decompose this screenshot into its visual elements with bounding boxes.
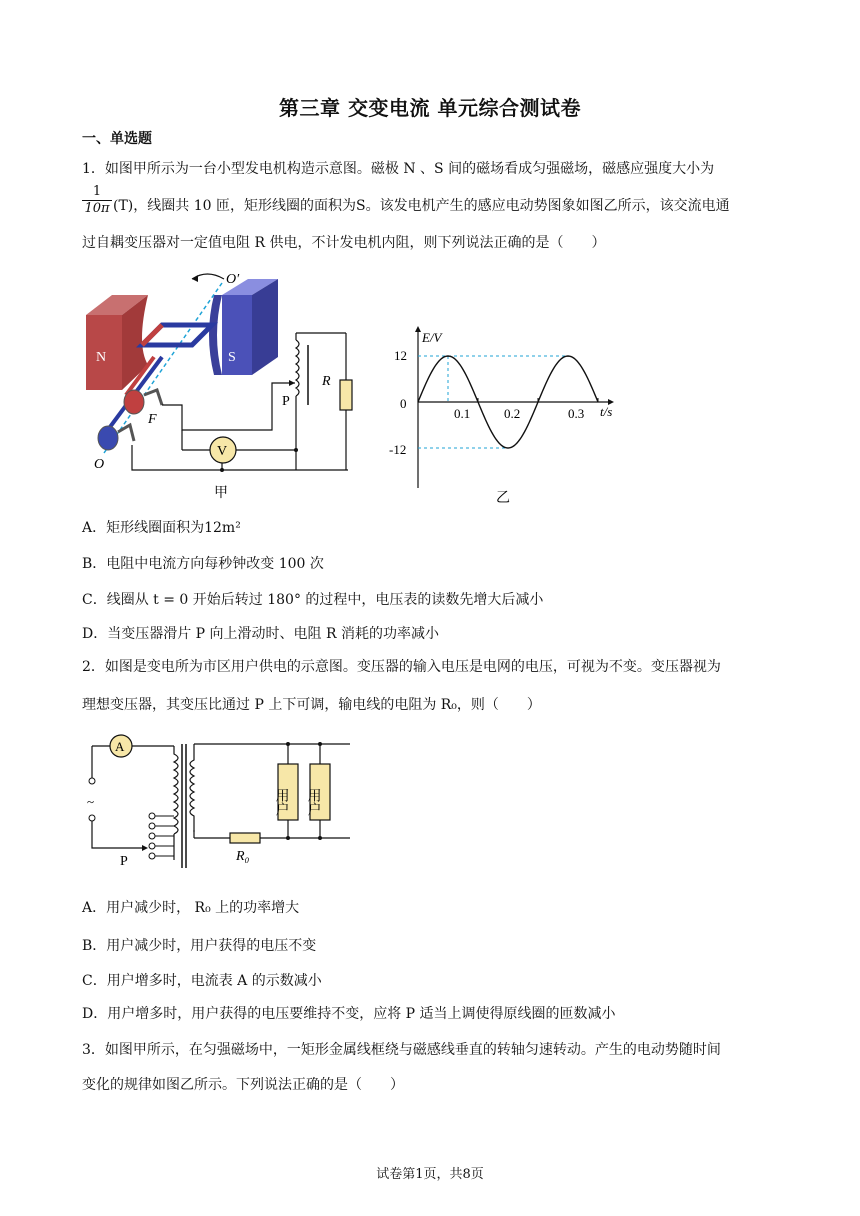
- x-tick-0-3: 0.3: [568, 406, 585, 421]
- label-N: N: [96, 350, 107, 365]
- slip-ring-O: [98, 426, 118, 450]
- label-O-prime: O′: [226, 272, 240, 287]
- q1-fraction-numerator: 1: [82, 184, 112, 201]
- emf-chart: [380, 320, 630, 510]
- q2-option-a[interactable]: A．用户减少时， R₀ 上的功率增大: [82, 900, 300, 916]
- south-magnet: [222, 295, 252, 375]
- q1-option-a[interactable]: A．矩形线圈面积为12m²: [82, 520, 241, 536]
- x-tick-0-1: 0.1: [454, 406, 471, 421]
- y-tick-neg12: -12: [389, 442, 407, 457]
- q1-text-line2: (T)，线圈共 10 匝，矩形线圈的面积为S。该发电机产生的感应电动势图象如图乙所示，该交流电通: [113, 198, 730, 214]
- label-F: F: [148, 412, 157, 427]
- y-axis-arrow: [415, 326, 421, 332]
- resistor-R: [340, 380, 352, 410]
- label-P-tap: P: [120, 854, 128, 869]
- y-tick-12: 12: [394, 348, 407, 363]
- x-tick-0-2: 0.2: [504, 406, 521, 421]
- label-A: A: [115, 739, 125, 754]
- label-P: P: [282, 394, 290, 409]
- page-title: 第三章 交变电流 单元综合测试卷: [279, 96, 581, 120]
- section-heading: 一、单选题: [82, 131, 152, 147]
- label-O: O: [94, 457, 105, 472]
- y-tick-0: 0: [400, 396, 407, 411]
- q1-option-c[interactable]: C．线圈从 t = 0 开始后转过 180° 的过程中，电压表的读数先增大后减小: [82, 592, 544, 608]
- chart-ylabel: E/V: [422, 330, 442, 345]
- figure-label-yi: 乙: [496, 491, 510, 506]
- slip-ring-F: [124, 390, 144, 414]
- label-R0: R₀: [236, 849, 250, 864]
- q1-option-d[interactable]: D．当变压器滑片 P 向上滑动时、电阻 R 消耗的功率减小: [82, 626, 439, 642]
- q2-option-c[interactable]: C．用户增多时，电流表 A 的示数减小: [82, 973, 322, 989]
- user-label-2: 用户: [305, 788, 321, 816]
- page-footer: 试卷第1页，共8页: [376, 1167, 484, 1182]
- label-R: R: [322, 374, 331, 389]
- q1-text-line1: 1．如图甲所示为一台小型发电机构造示意图。磁极 N 、S 间的磁场看成匀强磁场，磁感应强度大小为: [82, 161, 715, 177]
- q1-option-b[interactable]: B．电阻中电流方向每秒钟改变 100 次: [82, 556, 324, 572]
- generator-figure: [82, 265, 372, 505]
- q2-option-d[interactable]: D．用户增多时，用户获得的电压要维持不变，应将 P 适当上调使得原线圈的匝数减小: [82, 1006, 616, 1022]
- substation-figure: [82, 730, 362, 872]
- figure-label-jia: 甲: [214, 486, 228, 501]
- q1-fraction: [82, 184, 112, 217]
- label-ac-source: ~: [87, 794, 95, 809]
- user-label-1: 用户: [273, 788, 289, 816]
- chart-xlabel: t/s: [600, 404, 613, 419]
- q3-text-line1: 3．如图甲所示，在匀强磁场中，一矩形金属线框绕与磁感线垂直的转轴匀速转动。产生的电动势随时间: [82, 1042, 721, 1058]
- q2-text-line1: 2．如图是变电所为市区用户供电的示意图。变压器的输入电压是电网的电压，可视为不变。变压器视为: [82, 659, 721, 675]
- q1-text-line3: 过自耦变压器对一定值电阻 R 供电，不计发电机内阻，则下列说法正确的是（ ）: [82, 235, 606, 251]
- resistor-R0: [230, 833, 260, 843]
- q2-option-b[interactable]: B．用户减少时，用户获得的电压不变: [82, 938, 317, 954]
- q1-fraction-denominator: 10π: [84, 201, 110, 216]
- q2-text-line2: 理想变压器，其变压比通过 P 上下可调，输电线的电阻为 R₀，则（ ）: [82, 697, 541, 713]
- label-V: V: [217, 444, 228, 459]
- q3-text-line2: 变化的规律如图乙所示。下列说法正确的是（ ）: [82, 1077, 404, 1093]
- label-S: S: [228, 350, 236, 365]
